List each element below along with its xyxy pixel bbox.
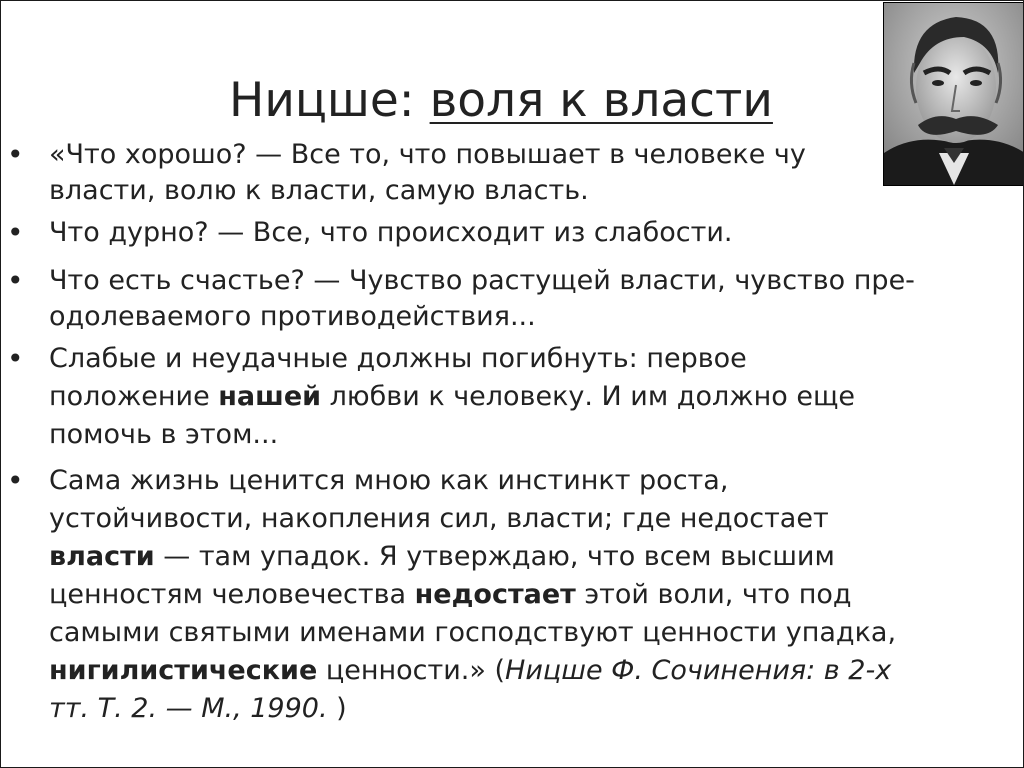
text-segment: ) — [327, 693, 347, 724]
bullet-line — [49, 501, 829, 537]
italic-text: Ницше Ф. Сочинения: в 2-х — [505, 655, 892, 686]
bullet-line — [49, 417, 278, 453]
text-segment: «Что хорошо? — Все то, что повышает в человеке чу — [49, 139, 806, 170]
bold-text: недостает — [414, 579, 576, 610]
text-segment: помочь в этом... — [49, 419, 279, 450]
bold-text: власти — [49, 541, 155, 572]
bullet-dot: • — [7, 138, 24, 171]
text-segment: самыми святыми именами господствуют ценности упадка, — [49, 617, 897, 648]
text-segment: ценностям человечества — [49, 579, 415, 610]
text-segment: Слабые и неудачные должны погибнуть: первое — [49, 343, 747, 374]
text-segment: одолеваемого противодействия... — [49, 301, 536, 332]
text-segment: Что дурно? — Все, что происходит из слабости. — [49, 217, 733, 248]
text-segment: устойчивости, накопления сил, власти; где недостает — [49, 503, 829, 534]
bullet-dot: • — [7, 264, 24, 297]
text-segment: Что есть счастье? — Чувство растущей власти, чувство пре- — [49, 265, 915, 296]
text-segment: этой воли, что под — [575, 579, 852, 610]
bullet-line — [49, 263, 915, 299]
bullet-line — [49, 173, 589, 209]
bullet-dot: • — [7, 216, 24, 249]
bullet-line — [49, 691, 347, 727]
bullet-line — [49, 539, 835, 575]
slide-title — [229, 73, 773, 129]
text-segment: Сама жизнь ценится мною как инстинкт роста, — [49, 465, 729, 496]
text-segment: — там упадок. Я утверждаю, что всем высшим — [154, 541, 835, 572]
italic-text: тт. Т. 2. — М., 1990. — [49, 693, 328, 724]
bullet-line — [49, 215, 732, 251]
bullet-line — [49, 615, 896, 651]
text-segment: ценности.» ( — [317, 655, 506, 686]
text-segment: любви к человеку. И им должно еще — [321, 381, 855, 412]
bold-text: нашей — [218, 381, 322, 412]
bullet-line — [49, 577, 852, 613]
portrait-photo — [883, 2, 1024, 186]
bullet-line — [49, 137, 806, 173]
text-segment: власти, волю к власти, самую власть. — [49, 175, 589, 206]
bold-text: нигилистические — [49, 655, 318, 686]
bullet-dot: • — [7, 464, 24, 497]
title-topic: воля к власти — [429, 73, 773, 128]
text-segment: положение — [49, 381, 219, 412]
bullet-line — [49, 379, 855, 415]
bullet-line — [49, 463, 728, 499]
bullet-line — [49, 653, 891, 689]
bullet-dot: • — [7, 342, 24, 375]
title-name: Ницше: — [229, 73, 415, 128]
bullet-line — [49, 299, 536, 335]
bullet-line — [49, 341, 747, 377]
